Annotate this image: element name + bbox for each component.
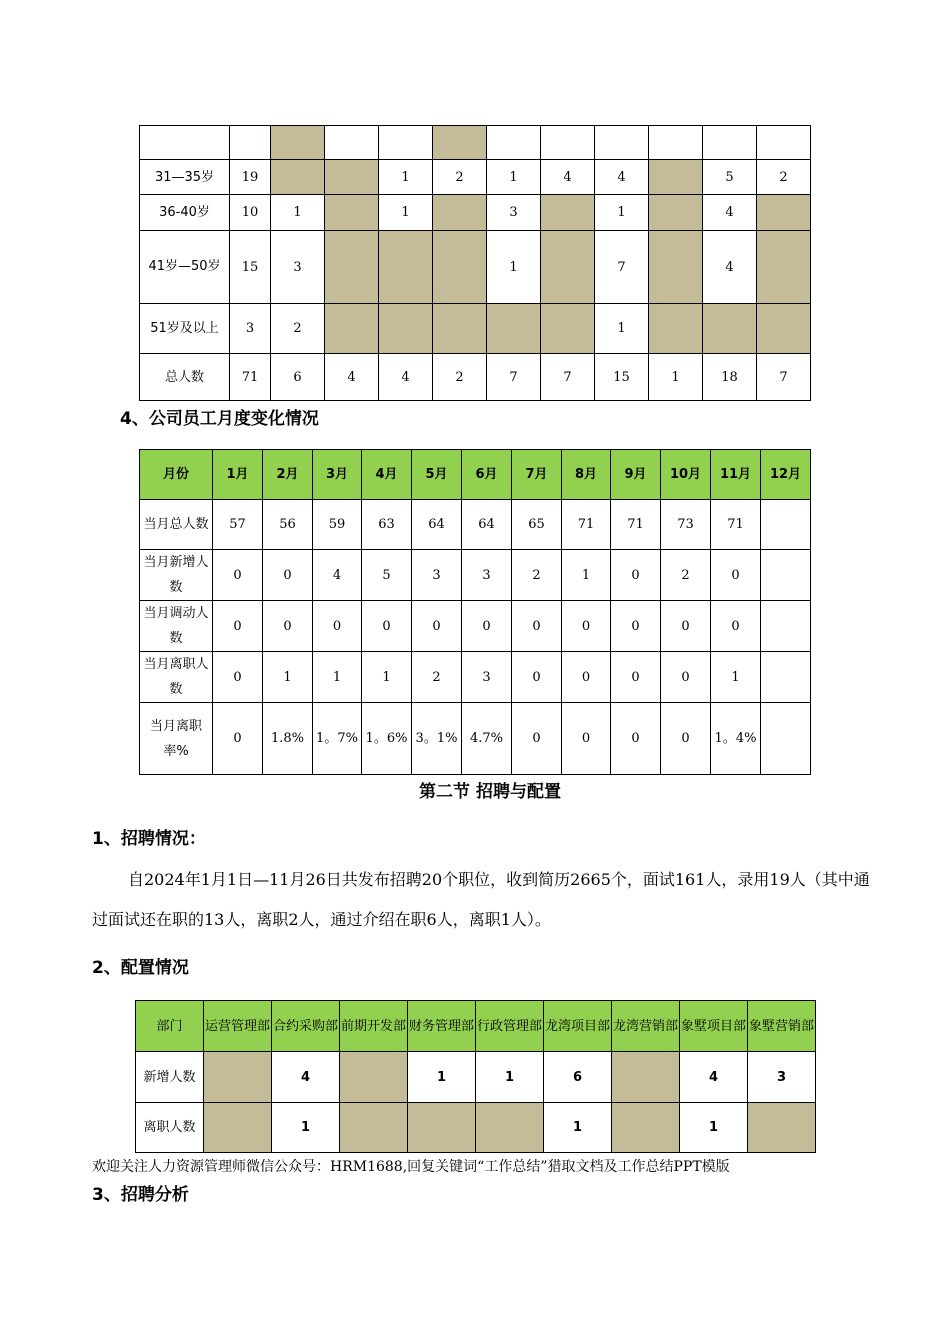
table-row [140,126,811,160]
table-cell: 1.8% [263,703,313,775]
column-header: 4月 [362,450,412,500]
table-cell: 0 [562,601,611,652]
table-cell: 0 [263,550,313,601]
table-cell: 3 [462,550,512,601]
table-cell: 4 [703,195,757,231]
table-row [140,500,811,550]
table-header-row [140,450,811,500]
table-cell: 2 [412,652,462,703]
table-row [136,1103,816,1153]
row-label [140,126,230,160]
column-header: 12月 [761,450,811,500]
table-cell: 0 [213,601,263,652]
table-cell: 0 [512,652,562,703]
table-cell: 0 [611,601,661,652]
table-cell: 0 [362,601,412,652]
table-header-row [136,1001,816,1052]
table-cell: 0 [213,703,263,775]
column-header: 9月 [611,450,661,500]
table-cell: 73 [661,500,711,550]
column-header: 5月 [412,450,462,500]
table-cell: 1 [562,550,611,601]
table-cell: 1 [379,195,433,231]
table-row [140,703,811,775]
row-label: 当月离职人数 [140,652,213,703]
table-cell: 0 [711,601,761,652]
recruit-heading: 1、招聘情况： [92,829,206,849]
table-cell: 4 [272,1052,340,1103]
row-label: 36-40岁 [140,195,230,231]
footer-note: 欢迎关注人力资源管理师微信公众号：HRM1688,回复关键词“工作总结”猎取文档及工作总结PPT模版 [92,1159,730,1175]
table-cell: 65 [512,500,562,550]
table-row [140,304,811,354]
table-cell: 6 [544,1052,612,1103]
table-cell: 0 [562,703,611,775]
table-cell: 1 [272,1103,340,1153]
table-cell: 71 [562,500,611,550]
row-label: 当月总人数 [140,500,213,550]
table-cell [761,550,811,601]
table-cell: 0 [462,601,512,652]
table-cell: 1。4% [711,703,761,775]
table-cell: 0 [512,601,562,652]
table-cell: 5 [703,160,757,195]
table-cell: 7 [595,231,649,304]
table-cell: 1 [476,1052,544,1103]
table-cell: 7 [757,354,811,401]
table-cell: 19 [230,160,271,195]
table-cell: 1 [711,652,761,703]
table-cell: 1 [408,1052,476,1103]
row-label: 总人数 [140,354,230,401]
column-header: 6月 [462,450,512,500]
table-cell: 3 [412,550,462,601]
table-cell: 71 [611,500,661,550]
monthly-change-table [139,449,811,775]
column-header: 11月 [711,450,761,500]
table-cell: 0 [313,601,362,652]
table-cell: 2 [433,160,487,195]
table-row [140,354,811,401]
table-cell: 64 [462,500,512,550]
table-row [140,231,811,304]
table-cell: 1 [313,652,362,703]
row-label: 31—35岁 [140,160,230,195]
column-header: 1月 [213,450,263,500]
table-cell: 5 [362,550,412,601]
table-cell: 4 [313,550,362,601]
table-cell: 1 [379,160,433,195]
recruit-paragraph: 自2024年1月1日—11月26日共发布招聘20个职位，收到简历2665个，面试161人，录用19人（其中通过面试还在职的13人，离职2人，通过介绍在职6人，离职1人）。 [92,870,870,929]
table-cell: 1 [487,231,541,304]
row-label: 当月新增人数 [140,550,213,601]
row-label: 41岁—50岁 [140,231,230,304]
table-cell: 0 [611,652,661,703]
table-cell: 3 [230,304,271,354]
column-header: 月份 [140,450,213,500]
table-cell: 2 [512,550,562,601]
table-cell: 1 [487,160,541,195]
table-cell: 4 [703,231,757,304]
column-header: 象墅项目部 [680,1001,748,1052]
table-cell: 2 [661,550,711,601]
table-cell: 2 [271,304,325,354]
table-cell: 0 [711,550,761,601]
table-cell: 2 [757,160,811,195]
column-header: 象墅营销部 [748,1001,816,1052]
table-cell: 3 [748,1052,816,1103]
column-header: 运营管理部 [204,1001,272,1052]
section-title: 第二节 招聘与配置 [419,782,561,802]
column-header: 部门 [136,1001,204,1052]
table-cell [761,500,811,550]
table-cell: 0 [512,703,562,775]
table-row [140,652,811,703]
table-cell: 1 [362,652,412,703]
table-row [140,160,811,195]
table-cell: 15 [230,231,271,304]
table-cell: 1 [680,1103,748,1153]
table-cell [761,601,811,652]
table-cell: 1 [263,652,313,703]
table-cell: 4 [595,160,649,195]
table-cell: 71 [230,354,271,401]
table-cell: 3 [271,231,325,304]
age-distribution-table [139,125,811,401]
table-cell: 1 [271,195,325,231]
table-cell: 3。1% [412,703,462,775]
table-cell: 0 [661,601,711,652]
table-cell: 1 [595,195,649,231]
table-cell: 18 [703,354,757,401]
table-cell: 0 [263,601,313,652]
table-cell: 6 [271,354,325,401]
table-cell [761,703,811,775]
table-cell: 1 [595,304,649,354]
row-label: 当月调动人数 [140,601,213,652]
table-cell: 71 [711,500,761,550]
section-heading: 4、公司员工月度变化情况 [120,409,319,429]
table-cell: 57 [213,500,263,550]
row-label: 离职人数 [136,1103,204,1153]
row-label: 新增人数 [136,1052,204,1103]
column-header: 龙湾营销部 [612,1001,680,1052]
config-heading: 2、配置情况 [92,958,189,978]
column-header: 合约采购部 [272,1001,340,1052]
column-header: 行政管理部 [476,1001,544,1052]
table-cell: 0 [611,550,661,601]
table-cell: 0 [661,652,711,703]
table-cell: 10 [230,195,271,231]
column-header: 2月 [263,450,313,500]
table-cell: 4 [541,160,595,195]
table-cell: 4 [680,1052,748,1103]
table-cell: 0 [562,652,611,703]
column-header: 8月 [562,450,611,500]
column-header: 龙湾项目部 [544,1001,612,1052]
column-header: 前期开发部 [340,1001,408,1052]
column-header: 财务管理部 [408,1001,476,1052]
table-cell: 64 [412,500,462,550]
table-row [136,1052,816,1103]
row-label: 当月离职率% [140,703,213,775]
table-cell: 3 [487,195,541,231]
table-cell: 15 [595,354,649,401]
table-cell: 1。7% [313,703,362,775]
table-cell: 56 [263,500,313,550]
column-header: 7月 [512,450,562,500]
table-row [140,550,811,601]
table-cell: 3 [462,652,512,703]
table-cell: 7 [487,354,541,401]
table-cell: 4 [379,354,433,401]
column-header: 3月 [313,450,362,500]
table-cell: 0 [213,550,263,601]
table-cell: 59 [313,500,362,550]
table-cell: 4 [325,354,379,401]
table-cell: 1。6% [362,703,412,775]
table-cell [761,652,811,703]
table-cell: 0 [213,652,263,703]
config-table [135,1000,816,1153]
table-row [140,195,811,231]
analysis-heading: 3、招聘分析 [92,1185,189,1205]
table-cell: 63 [362,500,412,550]
table-cell: 0 [661,703,711,775]
table-cell: 0 [611,703,661,775]
table-cell: 1 [544,1103,612,1153]
table-cell: 1 [649,354,703,401]
table-cell: 4.7% [462,703,512,775]
table-row [140,601,811,652]
table-cell: 2 [433,354,487,401]
table-cell: 0 [412,601,462,652]
column-header: 10月 [661,450,711,500]
table-cell: 7 [541,354,595,401]
row-label: 51岁及以上 [140,304,230,354]
